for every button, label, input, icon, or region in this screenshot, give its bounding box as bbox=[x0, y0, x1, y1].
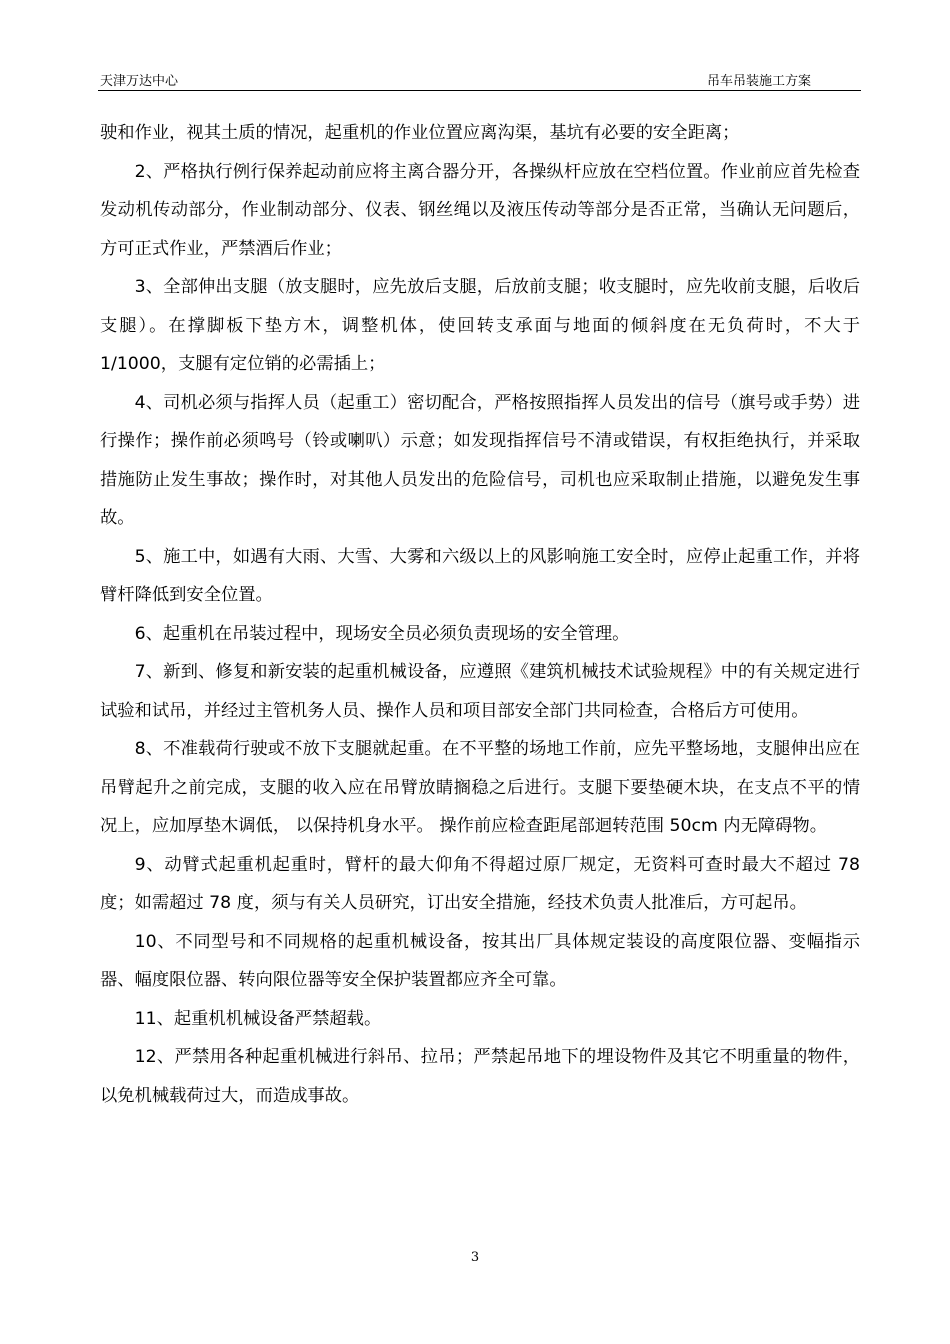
paragraph-item-2: 2、严格执行例行保养起动前应将主离合器分开，各操纵杆应放在空档位置。作业前应首先检查发动机传动部分，作业制动部分、仪表、钢丝绳以及液压传动等部分是否正常，当确认无问题后，方可正式作业，严禁酒后作业； bbox=[100, 161, 860, 259]
page-number: 3 bbox=[470, 1250, 480, 1265]
page-header bbox=[98, 66, 861, 91]
paragraph-item-6: 6、起重机在吊装过程中，现场安全员必须负责现场的安全管理。 bbox=[134, 623, 630, 644]
paragraph-continuation: 驶和作业，视其土质的情况，起重机的作业位置应离沟渠，基坑有必要的安全距离； bbox=[100, 123, 740, 143]
paragraph-item-3: 3、全部伸出支腿（放支腿时，应先放后支腿，后放前支腿；收支腿时，应先收前支腿，后收后支腿）。在撑脚板下垫方木，调整机体，使回转支承面与地面的倾斜度在无负荷时，不大于 1/1000，支腿有定位销的必需插上； bbox=[100, 277, 860, 374]
header-document-title: 吊车吊装施工方案 bbox=[706, 74, 811, 89]
header-project-name: 天津万达中心 bbox=[100, 74, 179, 89]
paragraph-item-12: 12、严禁用各种起重机械进行斜吊、拉吊；严禁起吊地下的埋设物件及其它不明重量的物件，以免机械载荷过大，而造成事故。 bbox=[100, 1047, 860, 1106]
document-body bbox=[100, 114, 860, 1115]
paragraph-item-10: 10、不同型号和不同规格的起重机械设备，按其出厂具体规定装设的高度限位器、变幅指示器、幅度限位器、转向限位器等安全保护装置都应齐全可靠。 bbox=[100, 931, 860, 990]
paragraph-item-7: 7、新到、修复和新安装的起重机械设备，应遵照《建筑机械技术试验规程》中的有关规定进行试验和试吊，并经过主管机务人员、操作人员和项目部安全部门共同检查，合格后方可使用。 bbox=[100, 662, 860, 721]
paragraph-item-8: 8、不准载荷行驶或不放下支腿就起重。在不平整的场地工作前，应先平整场地，支腿伸出应在吊臂起升之前完成，支腿的收入应在吊臂放睛搁稳之后进行。支腿下要垫硬木块，在支点不平的情况上，应加厚垫木调低， 以保持机身水平。 操作前应检查距尾部迴转范围 50cm 内无障碍物。 bbox=[100, 739, 860, 836]
paragraph-item-9: 9、动臂式起重机起重时，臂杆的最大仰角不得超过原厂规定，无资料可查时最大不超过 78 度；如需超过 78 度，须与有关人员研究，订出安全措施，经技术负责人批准后，方可起吊。 bbox=[100, 854, 860, 913]
paragraph-item-11: 11、起重机机械设备严禁超载。 bbox=[134, 1008, 382, 1029]
paragraph-item-5: 5、施工中，如遇有大雨、大雪、大雾和六级以上的风影响施工安全时，应停止起重工作，并将臂杆降低到安全位置。 bbox=[100, 546, 860, 605]
paragraph-item-4: 4、司机必须与指挥人员（起重工）密切配合，严格按照指挥人员发出的信号（旗号或手势）进行操作；操作前必须鸣号（铃或喇叭）示意；如发现指挥信号不清或错误，有权拒绝执行，并采取措施防止发生事故；操作时，对其他人员发出的危险信号，司机也应采取制止措施，以避免发生事故。 bbox=[100, 392, 860, 528]
